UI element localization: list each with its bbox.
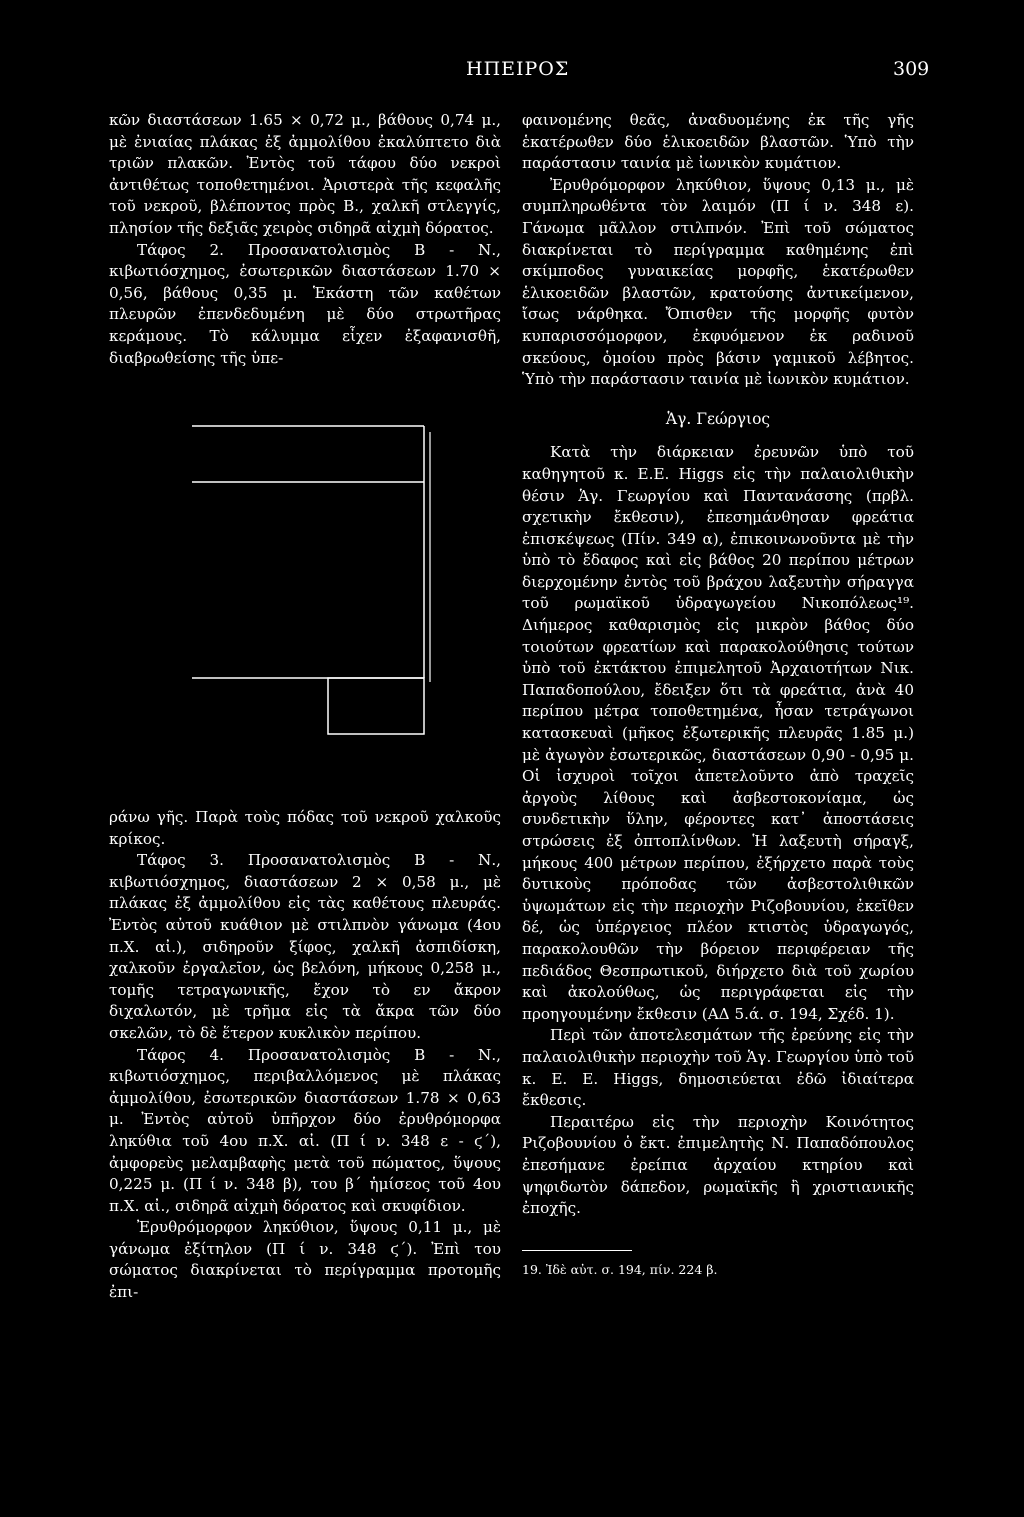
- page-header: [0, 58, 1024, 88]
- paragraph-results: Περὶ τῶν ἀποτελεσμάτων τῆς ἐρεύνης εἰς τὴν παλαιολιθικὴν περιοχὴν τοῦ Ἁγ. Γεωργίου ὑπὸ τοῦ κ. Ε. Ε. Higgs, δημοσιεύεται ἐδῶ ἰδιαίτερα ἔκθεσις.: [522, 1026, 915, 1110]
- paragraph-excavation: Κατὰ τὴν διάρκειαν ἐρευνῶν ὑπὸ τοῦ καθηγητοῦ κ. Ε.Ε. Higgs εἰς τὴν παλαιολιθικὴν θέσιν Ἁγ. Γεωργίου καὶ Παντανάσσης (πρβλ. σχετικὴν ἔκθεσιν), ἐπεσημάνθησαν φρεάτια ἐπισκέψεως (Πίν. 349 α), ἐπικοινωνοῦντα μὲ τὴν ὑπὸ τὸ ἔδαφος καὶ εἰς βάθος 20 περίπου μέτρων διερχομένην ἐντὸς τοῦ βράχου λαξευτὴν σήραγγα τοῦ ρωμαϊκοῦ ὑδραγωγείου Νικοπόλεως¹⁹. Διήμερος καθαρισμὸς εἰς μικρὸν βάθος δύο τοιούτων φρεατίων καὶ παρακολούθησις τούτων ὑπὸ τοῦ ἐκτάκτου ἐπιμελητοῦ Ἀρχαιοτήτων Νικ. Παπαδοπούλου, ἔδειξεν ὅτι τὰ φρεάτια, ἀνὰ 40 περίπου μέτρα τοποθετημένα, ἦσαν τετράγωνοι κατασκευαὶ (μῆκος ἐξωτερικῆς πλευρᾶς 1.85 μ.) μὲ ἀγωγὸν ἐσωτερικῶς, διαστάσεων 0,90 - 0,95 μ. Οἱ ἰσχυροὶ τοῖχοι ἀπετελοῦντο ἀπὸ τραχεῖς ἀργοὺς λίθους καὶ ἀσβεστοκονίαμα, ὡς συνδετικὴν ὕλην, φέροντες κατ᾽ ἀποστάσεις στρώσεις ἐξ ὀπτοπλίνθων. Ἡ λαξευτὴ σήραγξ, μήκους 400 μέτρων περίπου, ἐξήρχετο παρὰ τοὺς δυτικοὺς πρόποδας τῶν ἀσβεστολιθικῶν ὑψωμάτων εἰς τὴν περιοχὴν Ριζοβουνίου, ἐκεῖθεν δέ, ὡς ὑπέργειος πλέον κτιστὸς ὑδραγωγός, παρακολουθῶν τὴν βόρειον περιφέρειαν τῆς πεδιάδος Θεσπρωτικοῦ, διήρχετο διὰ τοῦ χωρίου καὶ ἀκολούθως, ὡς περιγράφεται εἰς τὴν προηγουμένην ἔκθεσιν (ΑΔ 5.ά. σ. 194, Σχέδ. 1).: [522, 443, 914, 1023]
- paragraph: κῶν διαστάσεων 1.65 × 0,72 μ., βάθους 0,74 μ., μὲ ἐνιαίας πλάκας ἐξ ἀμμολίθου ἐκαλύπτετο διὰ τριῶν πλακῶν. Ἐντὸς τοῦ τάφου δύο νεκροὶ ἀντιθέτως τοποθετημένοι. Ἀριστερὰ τῆς κεφαλῆς τοῦ νεκροῦ, βλέποντος πρὸς Β., χαλκῆ στλεγγίς, πλησίον τῆς δεξιᾶς χειρὸς σιδηρᾶ αἰχμὴ δόρατος.: [109, 111, 501, 237]
- tomb-plan-drawing: [190, 424, 440, 744]
- paragraph-tomb-2: Τάφος 2. Προσανατολισμὸς Β - Ν., κιβωτιόσχημος, ἐσωτερικῶν διαστάσεων 1.70 × 0,56, βάθους 0,35 μ. Ἑκάστη τῶν καθέτων πλευρῶν ἐπενδεδυμένη μὲ δύο στρωτῆρας κεράμους. Τὸ κάλυμμα εἶχεν ἐξαφανισθῆ, διαβρωθείσης τῆς ὑπε-: [109, 240, 501, 367]
- paragraph-lekythion-2: Ἐρυθρόμορφον ληκύθιον, ὕψους 0,13 μ., μὲ συμπληρωθέντα τὸν λαιμόν (Π ί ν. 348 ε). Γάνωμα μᾶλλον στιλπνόν. Ἐπὶ τοῦ σώματος διακρίνεται τὸ περίγραμμα καθημένης ἐπὶ σκίμποδος γυναικείας μορφῆς, ἑκατέρωθεν ἑλικοειδῶν βλαστῶν, κρατούσης ἀντικείμενον, ἴσως νάρθηκα. Ὄπισθεν τῆς μορφῆς φυτὸν κυπαρισσόμορφον, ἐκφυόμενον ἐκ ραδινοῦ σκεύους, ὁμοίου πρὸς βάσιν γαμικοῦ λέβητος. Ὑπὸ τὴν παράστασιν ταινία μὲ ἰωνικὸν κυμάτιον.: [522, 175, 914, 389]
- paragraph-continuation: φαινομένης θεᾶς, ἀναδυομένης ἐκ τῆς γῆς ἑκατέρωθεν δύο ἑλικοειδῶν βλαστῶν. Ὑπὸ τὴν παράστασιν ταινία μὲ ἰωνικὸν κυμάτιον.: [522, 111, 914, 173]
- footnote: 19. Ἰδὲ αὐτ. σ. 194, πίν. 224 β.: [522, 1261, 718, 1277]
- paragraph-tomb-3: Τάφος 3. Προσανατολισμὸς Β - Ν., κιβωτιόσχημος, διαστάσεων 2 × 0,58 μ., μὲ πλάκας ἐξ ἀμμολίθου εἰς τὰς καθέτους πλευράς. Ἐντὸς αὐτοῦ κυάθιον μὲ στιλπνὸν γάνωμα (4ου π.Χ. αἰ.), σιδηροῦν ξίφος, χαλκῆ ἀσπιδίσκη, χαλκοῦν ἐργαλεῖον, ὡς βελόνη, μήκους 0,258 μ., τομῆς τετραγωνικῆς, ἔχον τὸ εν ἄκρον διχαλωτόν, μὲ τρῆμα εἰς τὰ ἄκρα τῶν δύο σκελῶν, τὸ δὲ ἕτερον κυκλικὸν περίπου.: [109, 851, 501, 1042]
- footnote-rule: [522, 1250, 632, 1251]
- figure-box: [328, 678, 424, 734]
- section-heading: Ἁγ. Γεώργιος: [665, 409, 771, 428]
- paragraph-tomb-4: Τάφος 4. Προσανατολισμὸς Β - Ν., κιβωτιόσχημος, περιβαλλόμενος μὲ πλάκας ἀμμολίθου, ἐσωτερικῶν διαστάσεων 1.78 × 0,63 μ. Ἐντὸς αὐτοῦ ὑπῆρχον δύο ἐρυθρόμορφα ληκύθια τοῦ 4ου π.Χ. αἰ. (Π ί ν. 348 ε - ϛ΄), ἀμφορεὺς μελαμβαφὴς μετὰ τοῦ πώματος, ὕψους 0,225 μ. (Π ί ν. 348 β), του β΄ ἡμίσεος τοῦ 4ου π.Χ. αἰ., σιδηρᾶ αἰχμὴ δόρατος καὶ σκυφίδιον.: [109, 1045, 501, 1215]
- tomb-plan-figure: [190, 424, 440, 744]
- paragraph-rizovouni: Περαιτέρω εἰς τὴν περιοχὴν Κοινότητος Ριζοβουνίου ὁ ἔκτ. ἐπιμελητὴς Ν. Παπαδόπουλος ἐπεσήμανε ἐρείπια ἀρχαίου κτηρίου καὶ ψηφιδωτὸν δάπεδον, ρωμαϊκῆς ἢ χριστιανικῆς ἐποχῆς.: [522, 1112, 914, 1218]
- left-column-bottom: [109, 807, 501, 1304]
- page-number: 309: [893, 58, 930, 80]
- left-column-top: [109, 110, 501, 369]
- right-column: [522, 110, 914, 1279]
- paragraph-lekythion: Ἐρυθρόμορφον ληκύθιον, ὕψους 0,11 μ., μὲ γάνωμα ἐξίτηλον (Π ί ν. 348 ϛ΄). Ἐπὶ του σώματος διακρίνεται τὸ περίγραμμα προτομῆς ἐπι-: [109, 1218, 501, 1302]
- running-title: ΗΠΕΙΡΟΣ: [466, 58, 570, 80]
- paragraph-continuation: ράνω γῆς. Παρὰ τοὺς πόδας τοῦ νεκροῦ χαλκοῦς κρίκος.: [109, 808, 501, 848]
